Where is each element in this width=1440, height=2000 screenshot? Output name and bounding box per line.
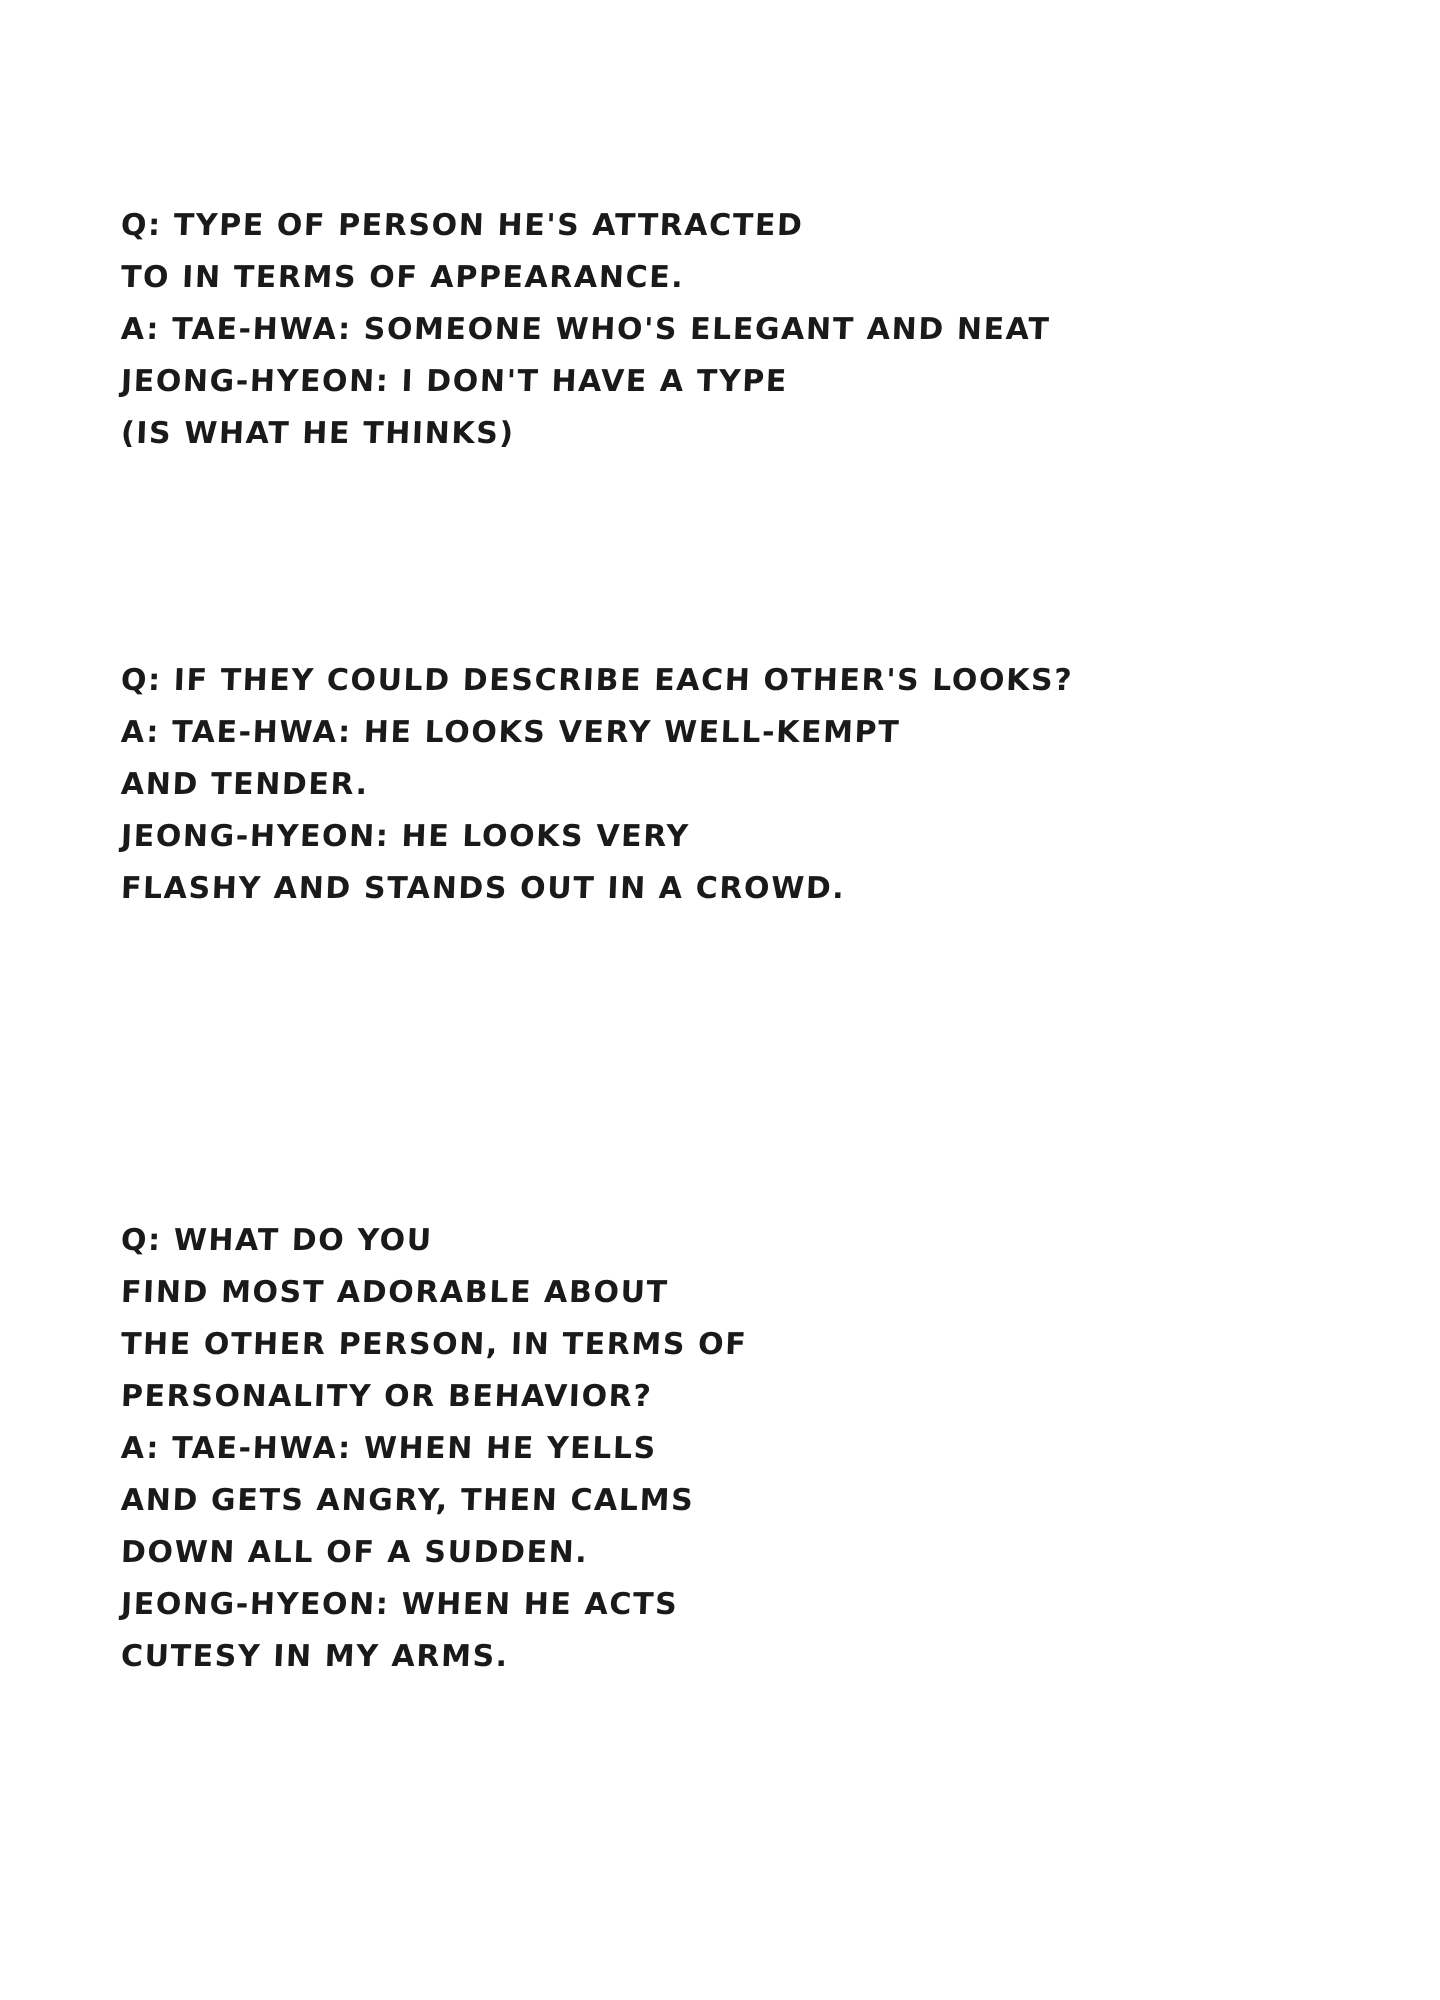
qa-block-question-3 [120, 1215, 1320, 1683]
qa-line: Q: IF THEY COULD DESCRIBE EACH OTHER'S LOOKS? [120, 663, 1074, 698]
qa-line: AND GETS ANGRY, THEN CALMS [120, 1483, 695, 1518]
qa-line: PERSONALITY OR BEHAVIOR? [120, 1379, 653, 1414]
qa-line: TO IN TERMS OF APPEARANCE. [120, 260, 685, 295]
qa-line: CUTESY IN MY ARMS. [120, 1639, 510, 1674]
qa-line: A: TAE-HWA: SOMEONE WHO'S ELEGANT AND NEAT [120, 312, 1051, 347]
qa-line: FIND MOST ADORABLE ABOUT [120, 1275, 670, 1310]
qa-line: Q: TYPE OF PERSON HE'S ATTRACTED [120, 208, 805, 243]
qa-line: THE OTHER PERSON, IN TERMS OF [120, 1327, 748, 1362]
qa-line: DOWN ALL OF A SUDDEN. [120, 1535, 589, 1570]
qa-line: Q: WHAT DO YOU [120, 1223, 434, 1258]
qa-block-question-1 [120, 200, 1320, 460]
qa-line: JEONG-HYEON: HE LOOKS VERY [120, 819, 691, 854]
qa-line: AND TENDER. [120, 767, 370, 802]
qa-line: JEONG-HYEON: WHEN HE ACTS [120, 1587, 679, 1622]
qa-line: JEONG-HYEON: I DON'T HAVE A TYPE [120, 364, 789, 399]
qa-line: FLASHY AND STANDS OUT IN A CROWD. [120, 871, 846, 906]
qa-block-question-2 [120, 655, 1320, 915]
qa-line: A: TAE-HWA: HE LOOKS VERY WELL-KEMPT [120, 715, 901, 750]
qa-line: (IS WHAT HE THINKS) [120, 416, 516, 451]
qa-line: A: TAE-HWA: WHEN HE YELLS [120, 1431, 658, 1466]
